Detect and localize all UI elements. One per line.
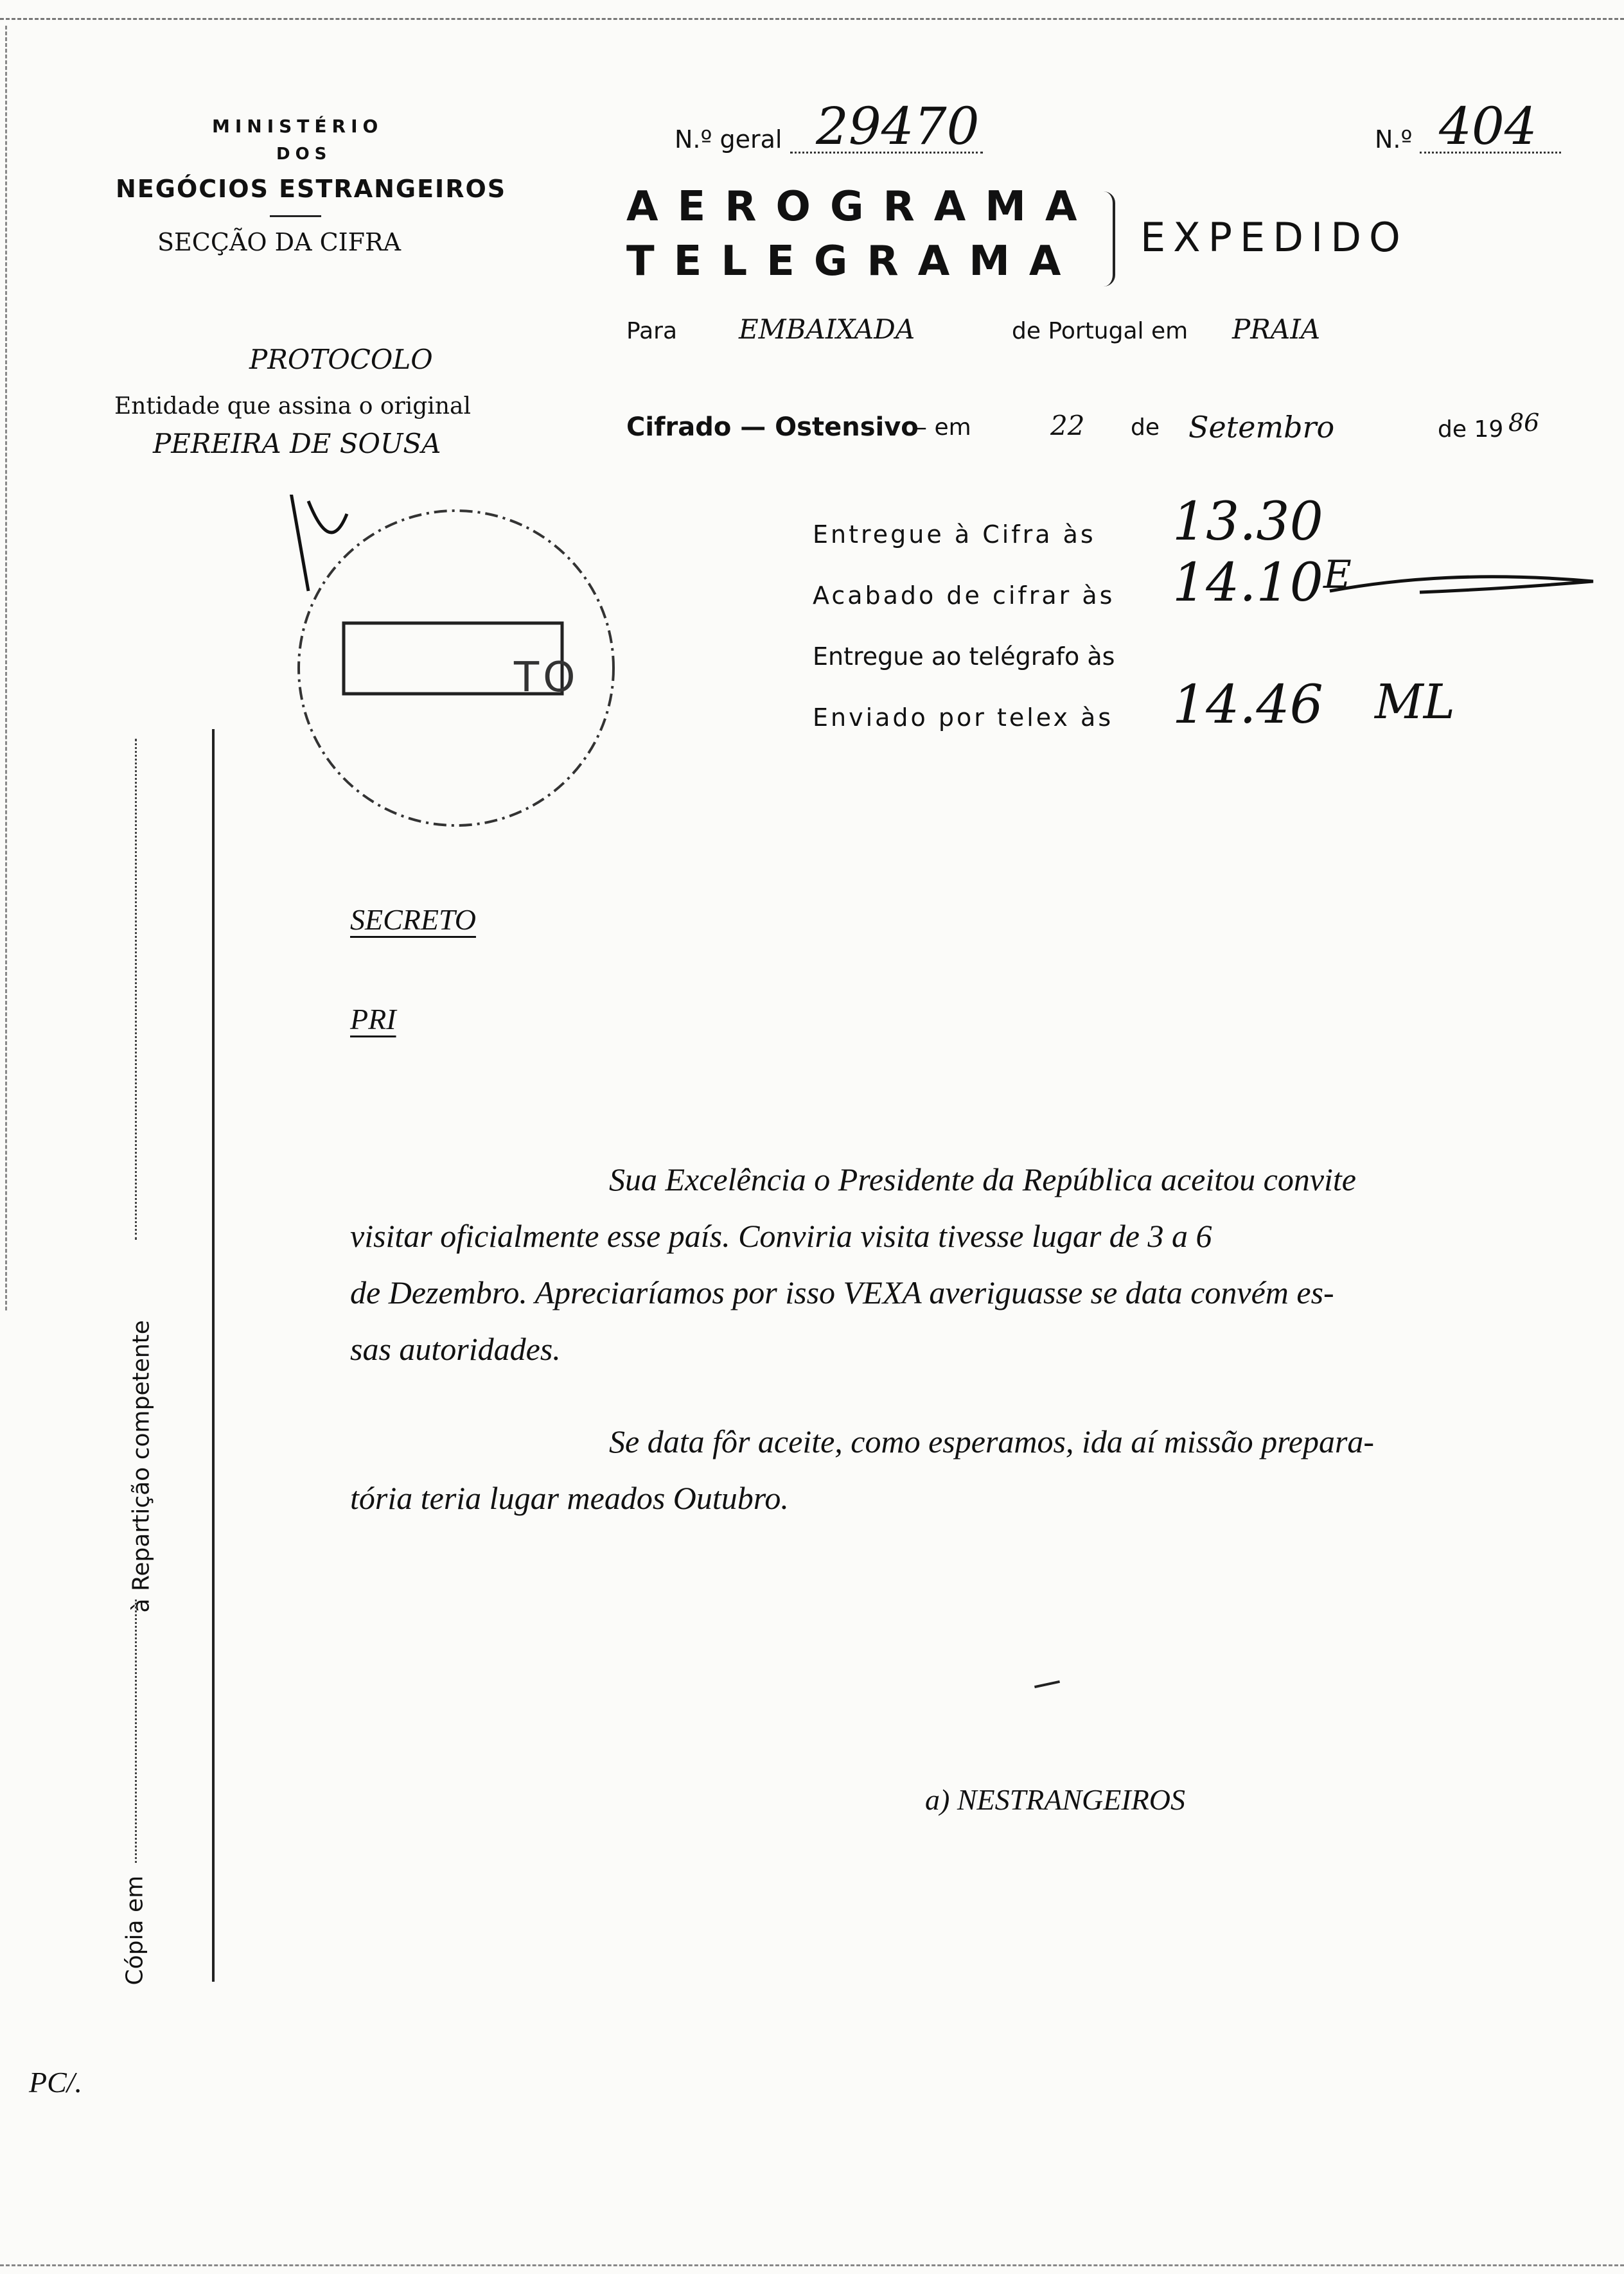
margin-rule <box>212 729 215 1982</box>
em-label: – em <box>915 414 971 441</box>
destination: PRAIA <box>1232 313 1321 345</box>
entregue-cifra-value: 13.30 <box>1172 491 1323 552</box>
protocol-label: PROTOCOLO <box>249 344 433 375</box>
enviado-value: 14.46 <box>1172 674 1323 736</box>
n-label: N.º <box>1375 125 1413 154</box>
signatory-name: PEREIRA DE SOUSA <box>153 428 441 459</box>
round-stamp <box>270 495 642 842</box>
acabado-flourish <box>1323 552 1612 604</box>
year-value: 86 <box>1508 409 1540 437</box>
copia-label: Cópia em <box>121 1875 148 1986</box>
bottom-edge <box>0 2264 1624 2266</box>
n-value: 404 <box>1439 96 1537 156</box>
paragraph1-line4: sas autoridades. <box>350 1331 561 1367</box>
priority: PRI <box>350 1003 396 1036</box>
paragraph2-line2: tória teria lugar meados Outubro. <box>350 1480 789 1516</box>
de-label: de <box>1131 414 1160 441</box>
enviado-initials: ML <box>1375 674 1455 730</box>
paragraph1-line2: visitar oficialmente esse país. Conviria visita tivesse lugar de 3 a 6 <box>350 1218 1212 1254</box>
aerograma-title: AEROGRAMA <box>626 183 1097 231</box>
bracket <box>1104 191 1115 286</box>
acabado-initials: E <box>1323 552 1352 597</box>
day-value: 22 <box>1050 410 1085 441</box>
margin-dotted-top <box>135 739 137 1240</box>
paragraph1-line3: de Dezembro. Apreciaríamos por isso VEXA averiguasse se data convém es- <box>350 1274 1334 1310</box>
para-value: EMBAIXADA <box>739 313 915 345</box>
reparticao-label: à Repartição competente <box>128 1320 155 1613</box>
acabado-value: 14.10 <box>1172 552 1323 613</box>
para-label: Para <box>626 318 678 344</box>
enviado-label: Enviado por telex às <box>813 703 1114 732</box>
ministry-line2: DOS <box>276 145 332 164</box>
section-name: SECÇÃO DA CIFRA <box>157 228 402 256</box>
stamp-text: TO <box>514 654 579 701</box>
margin-dotted-bottom <box>135 1600 137 1863</box>
signature: a) NESTRANGEIROS <box>925 1783 1186 1816</box>
n-geral-value: 29470 <box>816 96 980 156</box>
telegrama-title: TELEGRAMA <box>626 238 1081 285</box>
n-geral-label: N.º geral <box>675 125 782 154</box>
de-portugal-label: de Portugal em <box>1012 318 1188 344</box>
entregue-telegrafo-label: Entregue ao telégrafo às <box>813 642 1115 671</box>
signatory-label: Entidade que assina o original <box>114 393 471 419</box>
ministry-line3: NEGÓCIOS ESTRANGEIROS <box>116 175 507 203</box>
cifrado-label: Cifrado — Ostensivo <box>626 412 919 442</box>
ministry-line1: MINISTÉRIO <box>212 116 384 137</box>
acabado-label: Acabado de cifrar às <box>813 581 1115 610</box>
expedido-title: EXPEDIDO <box>1140 214 1408 261</box>
paragraph2-line1: Se data fôr aceite, como esperamos, ida aí missão prepara- <box>609 1423 1375 1459</box>
year-label: de 19 <box>1438 416 1504 443</box>
ministry-rule <box>270 215 321 217</box>
top-edge <box>0 18 1624 20</box>
classification: SECRETO <box>350 903 476 936</box>
left-edge <box>5 26 7 1310</box>
dash-mark <box>1034 1680 1060 1688</box>
entregue-cifra-label: Entregue à Cifra às <box>813 520 1096 549</box>
month-value: Setembro <box>1188 410 1335 445</box>
paragraph1-line1: Sua Excelência o Presidente da República aceitou convite <box>609 1161 1356 1197</box>
footer-ref: PC/. <box>29 2066 83 2099</box>
